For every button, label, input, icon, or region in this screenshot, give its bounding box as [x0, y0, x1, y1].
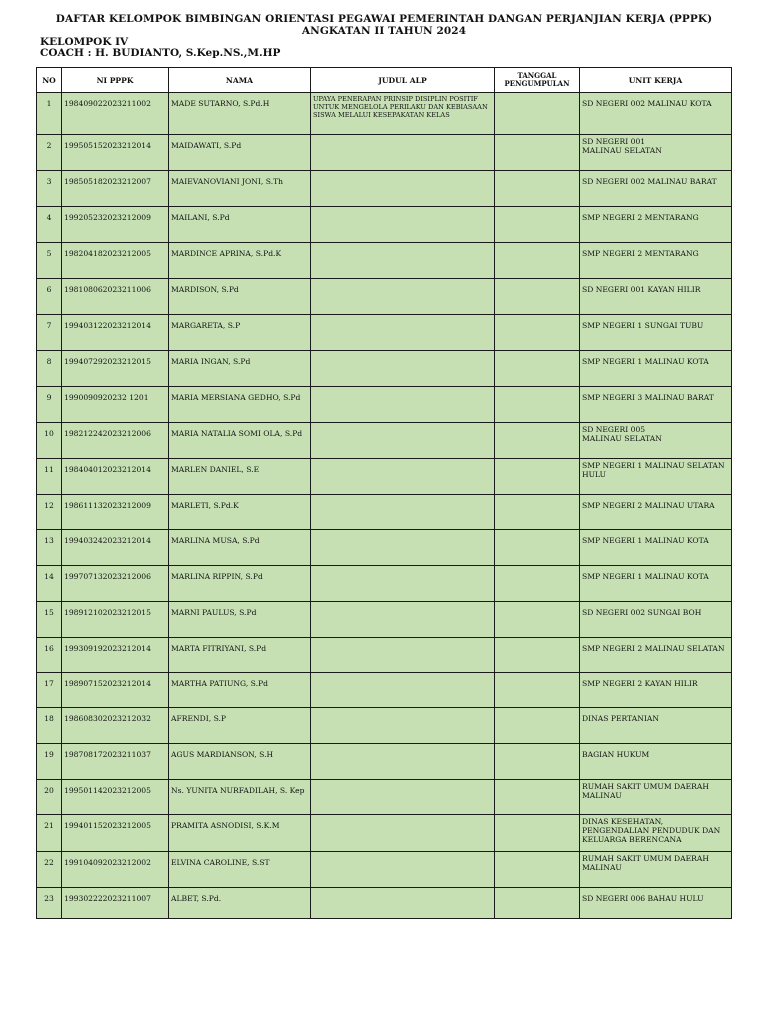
- cell-no: 12: [37, 495, 62, 530]
- cell-judul-alp: [311, 279, 495, 315]
- cell-unit-kerja: SD NEGERI 006 BAHAU HULU: [580, 888, 732, 919]
- group-label: KELOMPOK IV: [40, 36, 129, 48]
- cell-no: 13: [37, 530, 62, 566]
- cell-unit-kerja: SMP NEGERI 2 MENTARANG: [580, 243, 732, 279]
- cell-nip: 198404012023212014: [62, 459, 169, 495]
- column-header-no: NO: [37, 68, 62, 93]
- table-row: [37, 207, 732, 243]
- cell-no: 7: [37, 315, 62, 351]
- cell-nama: ALBET, S.Pd.: [169, 888, 311, 919]
- table-row: [37, 243, 732, 279]
- cell-unit-kerja: BAGIAN HUKUM: [580, 744, 732, 780]
- cell-nama: AFRENDI, S.P: [169, 708, 311, 744]
- cell-no: 4: [37, 207, 62, 243]
- cell-judul-alp: [311, 207, 495, 243]
- cell-judul-alp: [311, 387, 495, 423]
- cell-no: 10: [37, 423, 62, 459]
- cell-unit-kerja: SMP NEGERI 1 MALINAU SELATAN HULU: [580, 459, 732, 495]
- cell-nama: MARIA NATALIA SOMI OLA, S.Pd: [169, 423, 311, 459]
- table-row: [37, 673, 732, 708]
- cell-judul-alp: [311, 638, 495, 673]
- cell-no: 11: [37, 459, 62, 495]
- cell-tanggal-pengumpulan: [495, 815, 580, 852]
- table-row: [37, 566, 732, 602]
- cell-no: 2: [37, 135, 62, 171]
- cell-judul-alp: [311, 673, 495, 708]
- cell-tanggal-pengumpulan: [495, 279, 580, 315]
- cell-judul-alp: UPAYA PENERAPAN PRINSIP DISIPLIN POSITIF UNTUK MENGELOLA PERILAKU DAN KEBIASAAN SISWA MELALUI KESEPAKATAN KELAS: [311, 93, 495, 135]
- cell-nama: MARIA INGAN, S.Pd: [169, 351, 311, 387]
- cell-nama: AGUS MARDIANSON, S.H: [169, 744, 311, 780]
- table-header-row: [37, 68, 732, 93]
- cell-judul-alp: [311, 135, 495, 171]
- cell-nip: 199309192023212014: [62, 638, 169, 673]
- table-row: [37, 387, 732, 423]
- cell-unit-kerja: DINAS KESEHATAN, PENGENDALIAN PENDUDUK DAN KELUARGA BERENCANA: [580, 815, 732, 852]
- table-row: [37, 459, 732, 495]
- cell-nip: 199302222023211007: [62, 888, 169, 919]
- cell-tanggal-pengumpulan: [495, 708, 580, 744]
- cell-tanggal-pengumpulan: [495, 93, 580, 135]
- cell-nama: Ns. YUNITA NURFADILAH, S. Kep: [169, 780, 311, 815]
- cell-nama: ELVINA CAROLINE, S.ST: [169, 852, 311, 888]
- table-row: [37, 815, 732, 852]
- cell-no: 17: [37, 673, 62, 708]
- cell-tanggal-pengumpulan: [495, 243, 580, 279]
- cell-judul-alp: [311, 530, 495, 566]
- document-subtitle: ANGKATAN II TAHUN 2024: [301, 25, 467, 37]
- cell-nip: 199707132023212006: [62, 566, 169, 602]
- cell-nip: 199205232023212009: [62, 207, 169, 243]
- cell-tanggal-pengumpulan: [495, 387, 580, 423]
- cell-no: 22: [37, 852, 62, 888]
- cell-nama: MARNI PAULUS, S.Pd: [169, 602, 311, 638]
- cell-tanggal-pengumpulan: [495, 673, 580, 708]
- cell-nip: 198912102023212015: [62, 602, 169, 638]
- cell-nip: 199104092023212002: [62, 852, 169, 888]
- cell-tanggal-pengumpulan: [495, 888, 580, 919]
- cell-no: 21: [37, 815, 62, 852]
- cell-nama: MAIEVANOVIANI JONI, S.Th: [169, 171, 311, 207]
- cell-unit-kerja: SD NEGERI 001 MALINAU SELATAN: [580, 135, 732, 171]
- table-row: [37, 780, 732, 815]
- table-row: [37, 351, 732, 387]
- cell-tanggal-pengumpulan: [495, 207, 580, 243]
- cell-tanggal-pengumpulan: [495, 566, 580, 602]
- cell-no: 23: [37, 888, 62, 919]
- cell-judul-alp: [311, 566, 495, 602]
- cell-nama: MAILANI, S.Pd: [169, 207, 311, 243]
- cell-nip: 198907152023212014: [62, 673, 169, 708]
- cell-no: 14: [37, 566, 62, 602]
- cell-unit-kerja: SMP NEGERI 1 SUNGAI TUBU: [580, 315, 732, 351]
- cell-no: 3: [37, 171, 62, 207]
- cell-nip: 199501142023212005: [62, 780, 169, 815]
- cell-nip: 198108062023211006: [62, 279, 169, 315]
- cell-judul-alp: [311, 852, 495, 888]
- cell-judul-alp: [311, 744, 495, 780]
- cell-no: 1: [37, 93, 62, 135]
- cell-tanggal-pengumpulan: [495, 135, 580, 171]
- cell-tanggal-pengumpulan: [495, 459, 580, 495]
- cell-judul-alp: [311, 888, 495, 919]
- cell-nip: 199505152023212014: [62, 135, 169, 171]
- cell-unit-kerja: SMP NEGERI 1 MALINAU KOTA: [580, 566, 732, 602]
- cell-judul-alp: [311, 602, 495, 638]
- cell-tanggal-pengumpulan: [495, 423, 580, 459]
- cell-nip: 198409022023211002: [62, 93, 169, 135]
- cell-no: 19: [37, 744, 62, 780]
- cell-unit-kerja: SMP NEGERI 3 MALINAU BARAT: [580, 387, 732, 423]
- column-header-judul: JUDUL ALP: [311, 68, 495, 93]
- cell-unit-kerja: RUMAH SAKIT UMUM DAERAH MALINAU: [580, 852, 732, 888]
- cell-nip: 198608302023212032: [62, 708, 169, 744]
- cell-nama: PRAMITA ASNODISI, S.K.M: [169, 815, 311, 852]
- cell-nama: MARLETI, S.Pd.K: [169, 495, 311, 530]
- cell-nama: MARGARETA, S.P: [169, 315, 311, 351]
- cell-nip: 198505182023212007: [62, 171, 169, 207]
- cell-tanggal-pengumpulan: [495, 852, 580, 888]
- cell-tanggal-pengumpulan: [495, 530, 580, 566]
- cell-tanggal-pengumpulan: [495, 744, 580, 780]
- table-row: [37, 888, 732, 919]
- cell-tanggal-pengumpulan: [495, 315, 580, 351]
- cell-nama: MARTA FITRIYANI, S.Pd: [169, 638, 311, 673]
- cell-no: 15: [37, 602, 62, 638]
- table-row: [37, 852, 732, 888]
- table-row: [37, 93, 732, 135]
- cell-judul-alp: [311, 780, 495, 815]
- table-body: [37, 93, 732, 919]
- cell-unit-kerja: RUMAH SAKIT UMUM DAERAH MALINAU: [580, 780, 732, 815]
- cell-unit-kerja: SMP NEGERI 2 MALINAU SELATAN: [580, 638, 732, 673]
- cell-nama: MARIA MERSIANA GEDHO, S.Pd: [169, 387, 311, 423]
- cell-unit-kerja: SMP NEGERI 1 MALINAU KOTA: [580, 351, 732, 387]
- cell-unit-kerja: DINAS PERTANIAN: [580, 708, 732, 744]
- cell-tanggal-pengumpulan: [495, 780, 580, 815]
- cell-unit-kerja: SMP NEGERI 2 KAYAN HILIR: [580, 673, 732, 708]
- cell-judul-alp: [311, 708, 495, 744]
- cell-nama: MAIDAWATI, S.Pd: [169, 135, 311, 171]
- cell-no: 20: [37, 780, 62, 815]
- cell-judul-alp: [311, 243, 495, 279]
- column-header-unit: UNIT KERJA: [580, 68, 732, 93]
- cell-judul-alp: [311, 423, 495, 459]
- table-row: [37, 315, 732, 351]
- coach-label: COACH : H. BUDIANTO, S.Kep.NS.,M.HP: [40, 47, 281, 59]
- table-row: [37, 708, 732, 744]
- table-row: [37, 602, 732, 638]
- cell-unit-kerja: SMP NEGERI 2 MENTARANG: [580, 207, 732, 243]
- cell-unit-kerja: SD NEGERI 002 MALINAU KOTA: [580, 93, 732, 135]
- cell-nama: MARLINA MUSA, S.Pd: [169, 530, 311, 566]
- cell-nip: 199403122023212014: [62, 315, 169, 351]
- cell-judul-alp: [311, 315, 495, 351]
- cell-nip: 198212242023212006: [62, 423, 169, 459]
- cell-tanggal-pengumpulan: [495, 171, 580, 207]
- cell-nip: 199401152023212005: [62, 815, 169, 852]
- cell-nip: 198204182023212005: [62, 243, 169, 279]
- cell-tanggal-pengumpulan: [495, 351, 580, 387]
- cell-unit-kerja: SD NEGERI 002 SUNGAI BOH: [580, 602, 732, 638]
- cell-nama: MARLEN DANIEL, S.E: [169, 459, 311, 495]
- cell-judul-alp: [311, 171, 495, 207]
- cell-judul-alp: [311, 815, 495, 852]
- table-row: [37, 423, 732, 459]
- cell-tanggal-pengumpulan: [495, 638, 580, 673]
- participants-table: [36, 67, 732, 919]
- table-row: [37, 530, 732, 566]
- table-row: [37, 279, 732, 315]
- table-row: [37, 638, 732, 673]
- document-title: DAFTAR KELOMPOK BIMBINGAN ORIENTASI PEGAWAI PEMERINTAH DANGAN PERJANJIAN KERJA (PPPK): [55, 13, 713, 25]
- cell-nama: MADE SUTARNO, S.Pd.H: [169, 93, 311, 135]
- cell-unit-kerja: SD NEGERI 002 MALINAU BARAT: [580, 171, 732, 207]
- column-header-nama: NAMA: [169, 68, 311, 93]
- cell-no: 9: [37, 387, 62, 423]
- cell-no: 18: [37, 708, 62, 744]
- cell-unit-kerja: SMP NEGERI 2 MALINAU UTARA: [580, 495, 732, 530]
- cell-judul-alp: [311, 459, 495, 495]
- cell-nama: MARDISON, S.Pd: [169, 279, 311, 315]
- cell-nama: MARDINCE APRINA, S.Pd.K: [169, 243, 311, 279]
- cell-judul-alp: [311, 351, 495, 387]
- cell-no: 16: [37, 638, 62, 673]
- cell-nama: MARLINA RIPPIN, S.Pd: [169, 566, 311, 602]
- cell-tanggal-pengumpulan: [495, 495, 580, 530]
- column-header-tanggal: TANGGAL PENGUMPULAN: [495, 68, 580, 93]
- cell-unit-kerja: SD NEGERI 005 MALINAU SELATAN: [580, 423, 732, 459]
- table-row: [37, 495, 732, 530]
- cell-nama: MARTHA PATIUNG, S.Pd: [169, 673, 311, 708]
- cell-judul-alp: [311, 495, 495, 530]
- cell-no: 8: [37, 351, 62, 387]
- table-row: [37, 135, 732, 171]
- cell-nip: 198611132023212009: [62, 495, 169, 530]
- cell-nip: 199403242023212014: [62, 530, 169, 566]
- cell-nip: 198708172023211037: [62, 744, 169, 780]
- cell-nip: 199407292023212015: [62, 351, 169, 387]
- cell-unit-kerja: SMP NEGERI 1 MALINAU KOTA: [580, 530, 732, 566]
- cell-unit-kerja: SD NEGERI 001 KAYAN HILIR: [580, 279, 732, 315]
- cell-no: 5: [37, 243, 62, 279]
- table-row: [37, 171, 732, 207]
- table-row: [37, 744, 732, 780]
- cell-nip: 1990090920232 1201: [62, 387, 169, 423]
- column-header-nip: NI PPPK: [62, 68, 169, 93]
- cell-tanggal-pengumpulan: [495, 602, 580, 638]
- cell-no: 6: [37, 279, 62, 315]
